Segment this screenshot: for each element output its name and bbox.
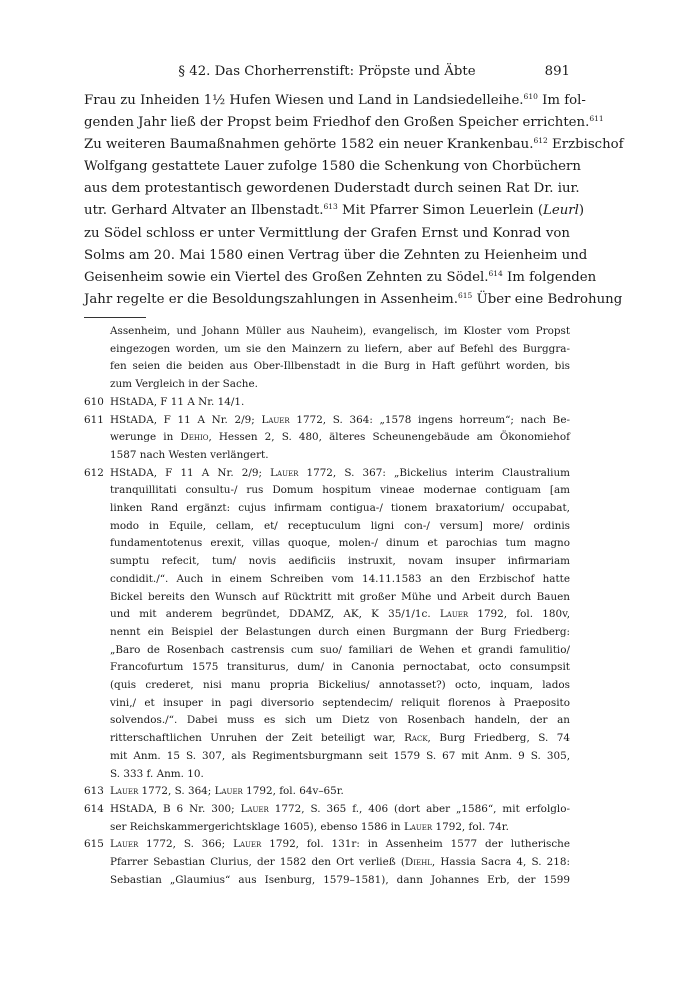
footnote-number: 611 bbox=[84, 413, 104, 426]
text-line: genden Jahr ließ der Propst beim Friedhof den Großen Speicher errichten.$^{611}$ bbox=[84, 114, 604, 131]
text-line: zu Södel schloss er unter Vermittlung der Grafen Ernst und Konrad von bbox=[84, 225, 570, 241]
text-line: Zu weiteren Baumaßnahmen gehörte 1582 ein neuer Krankenbau.$^{612}$ Erzbischof bbox=[84, 136, 624, 153]
footnotes bbox=[84, 323, 570, 890]
text-line: Frau zu Inheiden 1½ Hufen Wiesen und Land in Landsiedelleihe.$^{610}$ Im fol- bbox=[84, 92, 586, 108]
text-line: Wolfgang gestattete Lauer zufolge 1580 die Schenkung von Chorbüchern bbox=[84, 159, 581, 175]
footnote-612: 612 HStADA, F 11 A Nr. 2/9; Lauer 1772, S. 367: „Bickelius interim Claustralium tranquillitati consultu-/ rus Domum hospitum vineae modernae contiguam [am linken Rand ergänzt: cujus infirmam contigua-/ tionem braxatorium/ occupabat, modo in Equile, cellam, et/ receptuculum ligni con-/ versum] more/ ordinis fundamentotenus erexit, villas quoque, molen-/ dinum et parochias tum magno sumptu refecit, tum/ novis aedificiis instruxit, novam insuper infirmariam condidit./“. Auch in einem Schreiben vom 14.11.1583 an den Erzbischof hatte Bickel bereits den Wunsch auf Rücktritt mit großer Mühe und Arbeit durch Bauen und mit anderem begründet, DDAMZ, AK, K 35/1/1c. Lauer 1792, fol. 180v, nennt ein Beispiel der Belastungen durch einen Burgmann der Burg Friedberg: „Baro de Rosenbach castrensis cum suo/ familiari de Wehen et grandi famulitio/ Francofurtum 1575 transiturus, dum/ in Canonia pernoctabat, octo consumpsit (quis crederet, nisi manu propria Bickelius/ annotasset?) octo, inquam, lados vini,/ et insuper in pagi diversorio septendecim/ reliquit florenos à Praeposito solvendos./“. Dabei muss es sich um Dietz von Rosenbach handeln, der an ritterschaftlichen Unruhen der Zeit beteiligt war, Rack, Burg Friedberg, S. 74 mit Anm. 15 S. 307, als Regimentsburgmann seit 1579 S. 67 mit Anm. 9 S. 305, S. 333 f. Anm. 10. bbox=[84, 465, 570, 784]
footnote-number: 612 bbox=[84, 466, 104, 479]
text-line: aus dem protestantisch gewordenen Duderstadt durch seinen Rat Dr. iur. bbox=[84, 181, 580, 197]
footnote-ref[interactable]: 614 bbox=[488, 268, 503, 278]
footnote-610: 610 HStADA, F 11 A Nr. 14/1. bbox=[84, 394, 570, 412]
italic-name: Leurl bbox=[543, 203, 579, 219]
running-title: § 42. Das Chorherrenstift: Pröpste und Äbte bbox=[178, 64, 476, 79]
footnote-ref[interactable]: 613 bbox=[323, 202, 338, 212]
footnote-614: 614 HStADA, B 6 Nr. 300; Lauer 1772, S. 365 f., 406 (dort aber „1586“, mit erfolglo- ser Reichskammergerichtsklage 1605), ebenso 1586 in Lauer 1792, fol. 74r. bbox=[84, 801, 570, 836]
footnote-611: 611 HStADA, F 11 A Nr. 2/9; Lauer 1772, S. 364: „1578 ingens horreum“; nach Be- werunge in Dehio, Hessen 2, S. 480, älteres Scheunengebäude am Ökonomiehof 1587 nach Westen verlängert. bbox=[84, 412, 570, 465]
footnote-number: 610 bbox=[84, 395, 104, 408]
footnote-ref[interactable]: 612 bbox=[533, 136, 548, 146]
text-line: Solms am 20. Mai 1580 einen Vertrag über die Zehnten zu Heienheim und bbox=[84, 247, 588, 263]
text-line: Geisenheim sowie ein Viertel des Großen Zehnten zu Södel.$^{614}$ Im folgenden bbox=[84, 268, 597, 285]
running-header bbox=[84, 62, 570, 82]
footnote-continuation: Assenheim, und Johann Müller aus Nauheim), evangelisch, im Kloster vom Propst eingezogen worden, um sie den Mainzern zu liefern, aber auf Befehl des Burggra- fen seien die beiden aus Ober-Illbenstadt in die Burg in Haft geführt worden, bis zum Vergleich in der Sache. bbox=[110, 325, 570, 391]
footnote-613: 613 Lauer 1772, S. 364; Lauer 1792, fol. 64v–65r. bbox=[84, 783, 570, 801]
footnote-ref[interactable]: 615 bbox=[458, 290, 473, 300]
main-text bbox=[84, 90, 624, 311]
footnote-615: 615 Lauer 1772, S. 366; Lauer 1792, fol. 131r: in Assenheim 1577 der lutherische Pfarrer Sebastian Clurius, der 1582 den Ort verließ (Diehl, Hassia Sacra 4, S. 218: Sebastian „Glaumius“ aus Isenburg, 1579–1581), dann Johannes Erb, der 1599 bbox=[84, 836, 570, 889]
footnote-divider bbox=[84, 317, 146, 318]
footnote-ref[interactable]: 611 bbox=[589, 114, 604, 124]
footnote-ref[interactable]: 610 bbox=[523, 92, 538, 101]
page-number: 891 bbox=[544, 64, 570, 79]
text-line: Jahr regelte er die Besoldungszahlungen in Assenheim.$^{615}$ Über eine Bedrohung bbox=[84, 290, 623, 307]
text-line: utr. Gerhard Altvater an Ilbenstadt.$^{613}$ Mit Pfarrer Simon Leuerlein (Leurl) bbox=[84, 202, 585, 219]
footnote-number: 614 bbox=[84, 802, 104, 815]
footnote-number: 615 bbox=[84, 838, 104, 851]
footnote-number: 613 bbox=[84, 785, 104, 798]
